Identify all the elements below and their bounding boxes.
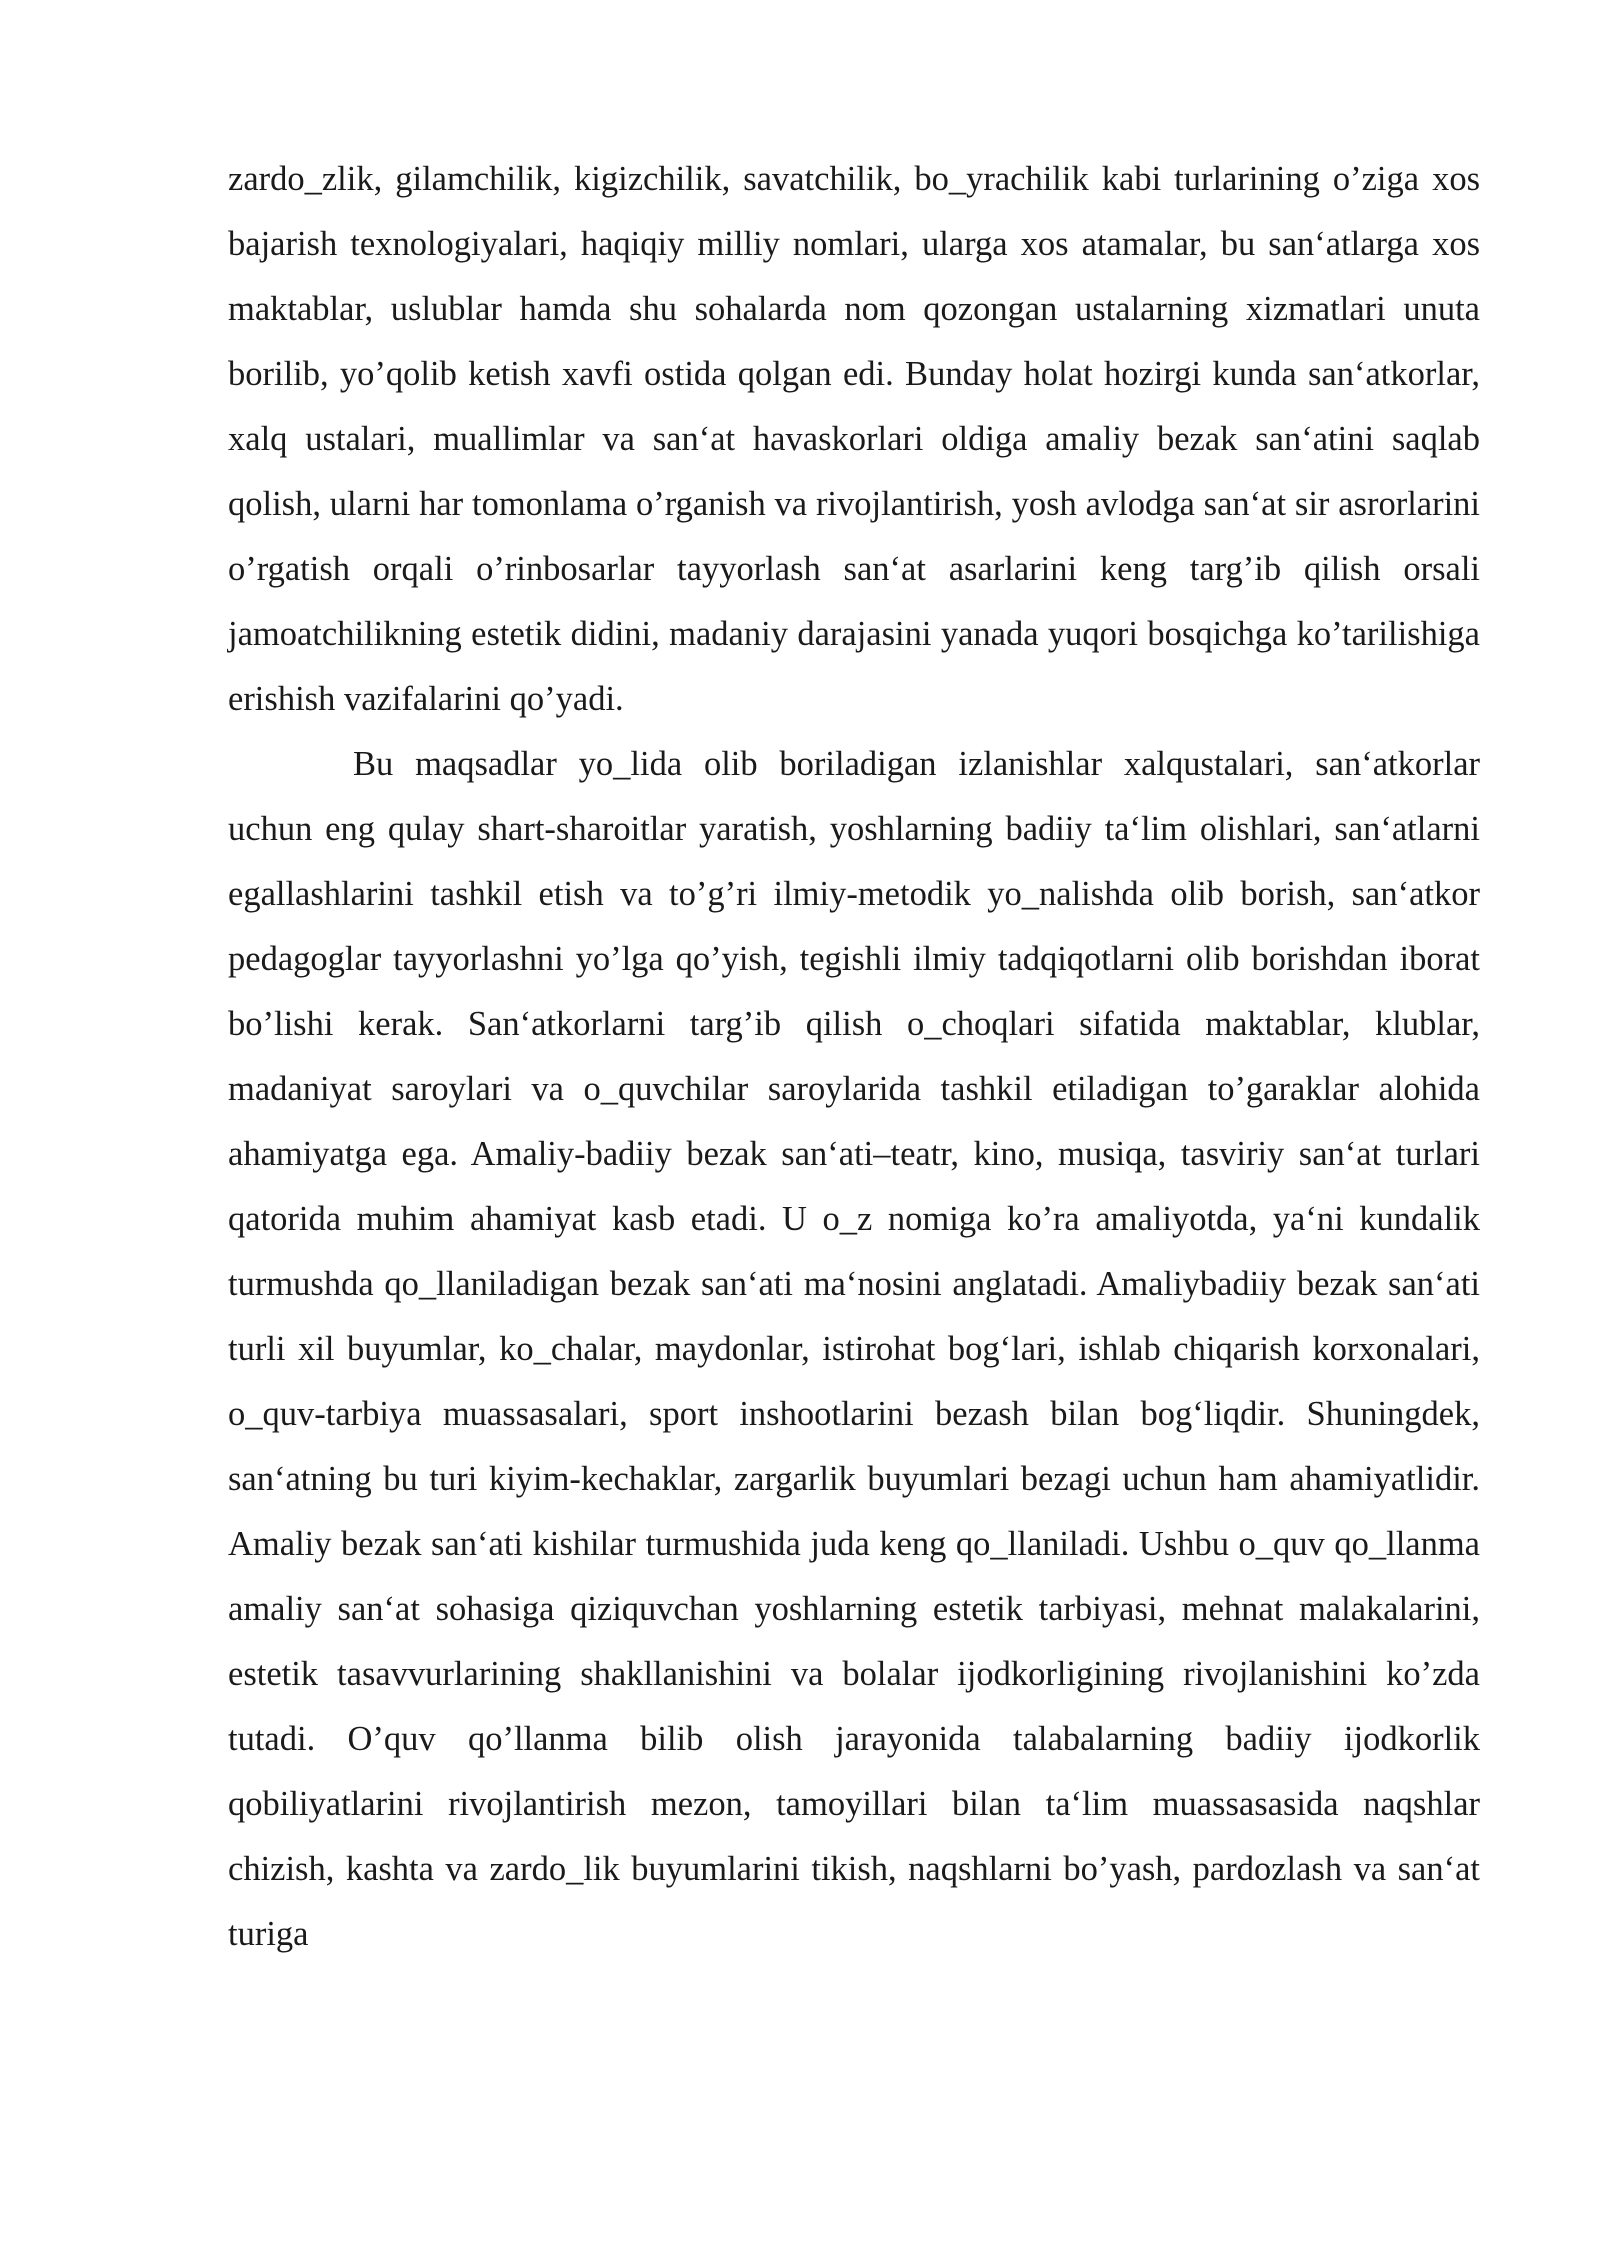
paragraph-continuation: zardo_zlik, gilamchilik, kigizchilik, savatchilik, bo_yrachilik kabi turlarining o’ziga xos bajarish texnologiyalari, haqiqiy milliy nomlari, ularga xos atamalar, bu san‘atlarga xos maktablar, uslublar hamda shu sohalarda nom qozongan ustalarning xizmatlari unuta borilib, yo’qolib ketish xavfi ostida qolgan edi. Bunday holat hozirgi kunda san‘atkorlar, xalq ustalari, muallimlar va san‘at havaskorlari oldiga amaliy bezak san‘atini saqlab qolish, ularni har tomonlama o’rganish va rivojlantirish, yosh avlodga san‘at sir asrorlarini o’rgatish orqali o’rinbosarlar tayyorlash san‘at asarlarini keng targ’ib qilish orsali jamoatchilikning estetik didini, madaniy darajasini yanada yuqori bosqichga ko’tarilishiga erishish vazifalarini qo’yadi. (228, 160, 1480, 718)
paragraph: Bu maqsadlar yo_lida olib boriladigan izlanishlar xalqustalari, san‘atkorlar uchun eng qulay shart-sharoitlar yaratish, yoshlarning badiiy ta‘lim olishlari, san‘atlarni egallashlarini tashkil etish va to’g’ri ilmiy-metodik yo_nalishda olib borish, san‘atkor pedagoglar tayyorlashni yo’lga qo’yish, tegishli ilmiy tadqiqotlarni olib borishdan iborat bo’lishi kerak. San‘atkorlarni targ’ib qilish o_choqlari sifatida maktablar, klublar, madaniyat saroylari va o_quvchilar saroylarida tashkil etiladigan to’garaklar alohida ahamiyatga ega. Amaliy-badiiy bezak san‘ati–teatr, kino, musiqa, tasviriy san‘at turlari qatorida muhim ahamiyat kasb etadi. U o_z nomiga ko’ra amaliyotda, ya‘ni kundalik turmushda qo_llaniladigan bezak san‘ati ma‘nosini anglatadi. Amaliybadiiy bezak san‘ati turli xil buyumlar, ko_chalar, maydonlar, istirohat bog‘lari, ishlab chiqarish korxonalari, o_quv-tarbiya muassasalari, sport inshootlarini bezash bilan bog‘liqdir. Shuningdek, san‘atning bu turi kiyim-kechaklar, zargarlik buyumlari bezagi uchun ham ahamiyatlidir. Amaliy bezak san‘ati kishilar turmushida juda keng qo_llaniladi. Ushbu o_quv qo_llanma amaliy san‘at sohasiga qiziquvchan yoshlarning estetik tarbiyasi, mehnat malakalarini, estetik tasavvurlarining shakllanishini va bolalar ijodkorligining rivojlanishini ko’zda tutadi. O’quv qo’llanma bilib olish jarayonida talabalarning badiiy ijodkorlik qobiliyatlarini rivojlantirish mezon, tamoyillari bilan ta‘lim muassasasida naqshlar chizish, kashta va zardo_lik buyumlarini tikish, naqshlarni bo’yash, pardozlash va san‘at turiga (228, 745, 1480, 1953)
body-text (228, 147, 1480, 1967)
